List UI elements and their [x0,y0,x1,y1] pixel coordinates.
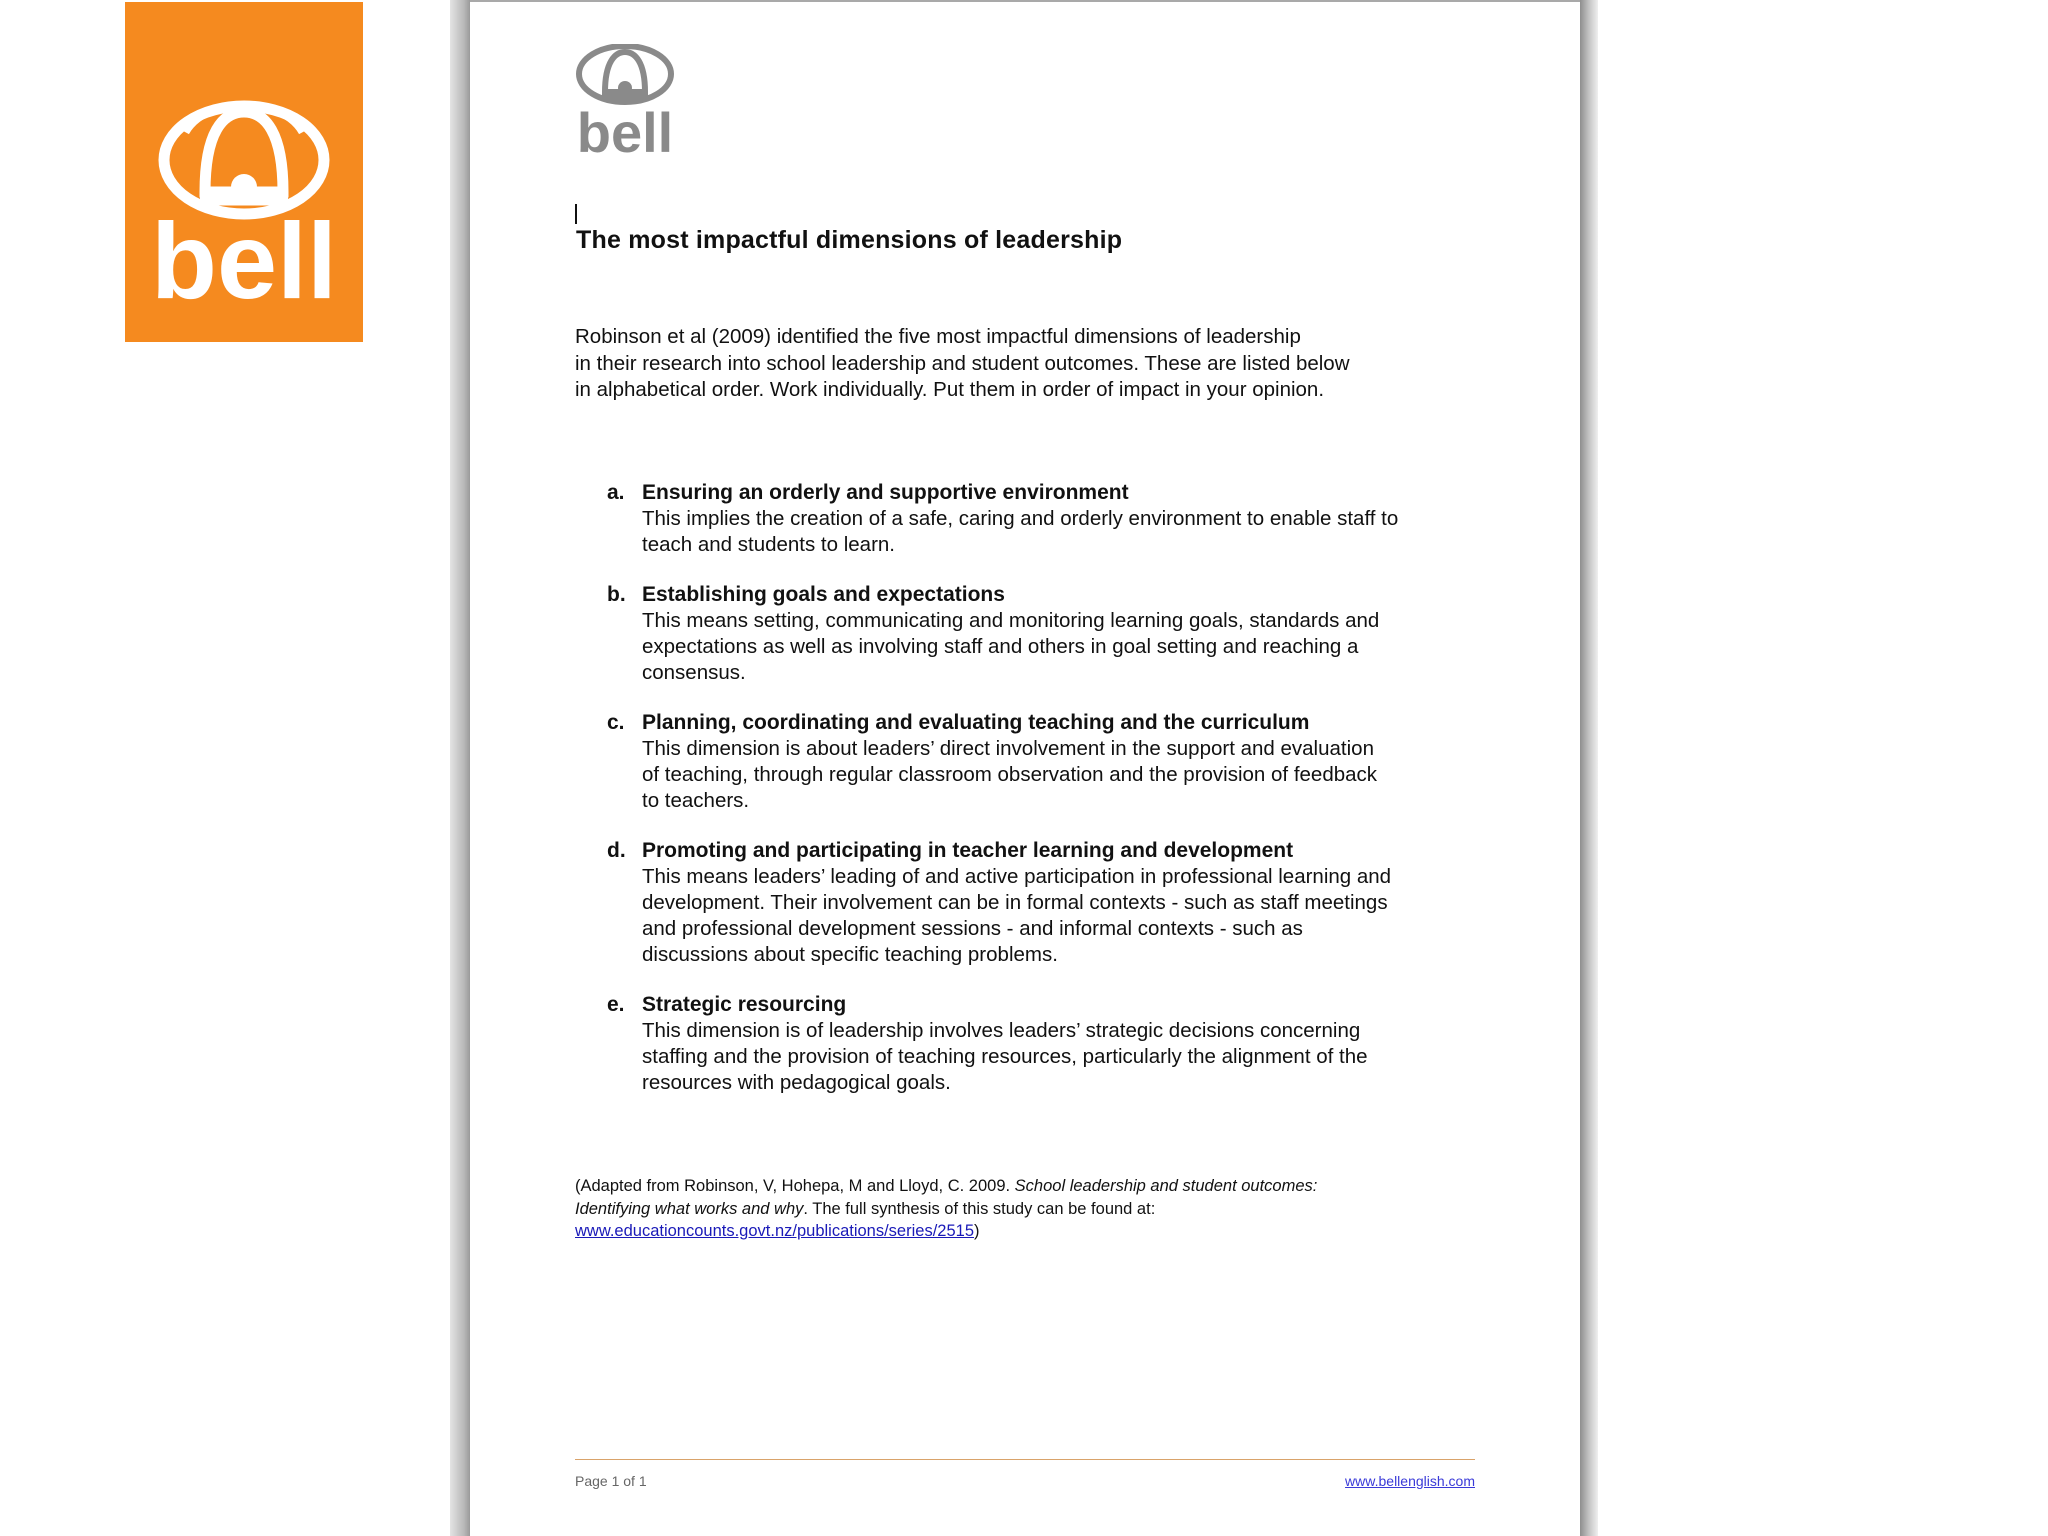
item-body [642,506,1487,558]
brand-name: bell [150,200,338,321]
item-heading: Ensuring an orderly and supportive environment [642,481,1129,504]
intro-line: in alphabetical order. Work individually. Put them in order of impact in your opinion. [575,378,1325,401]
page-shadow-left [450,0,470,1536]
document-title: The most impactful dimensions of leadership [576,226,1123,254]
item-heading: Establishing goals and expectations [642,583,1005,606]
item-body-line: resources with pedagogical goals. [642,1071,951,1094]
item-letter: d. [607,839,626,862]
item-body-line: This means setting, communicating and monitoring learning goals, standards and [642,609,1380,632]
item-body [642,736,1487,814]
item-letter: a. [607,481,625,504]
reference-subtitle-italic: Identifying what works and why [575,1199,804,1218]
document-page [470,0,1580,1536]
reference-prefix: (Adapted from Robinson, V, Hohepa, M and Lloyd, C. 2009. [575,1177,1015,1195]
intro-line: in their research into school leadership and student outcomes. These are listed below [575,351,1350,375]
reference-title-italic: School leadership and student outcomes: [1014,1177,1318,1195]
item-body-line: This dimension is of leadership involves leaders’ strategic decisions concerning [642,1019,1361,1042]
item-body-line: expectations as well as involving staff and others in goal setting and reaching a [642,635,1359,658]
item-letter: b. [607,583,626,606]
list-item [607,992,1487,1096]
item-heading: Strategic resourcing [642,993,847,1016]
item-body-line: This implies the creation of a safe, caring and orderly environment to enable staff to [642,507,1399,530]
item-heading: Promoting and participating in teacher learning and development [642,839,1294,862]
item-body [642,608,1487,686]
bell-brand-tile [125,2,363,342]
page-number: Page 1 of 1 [575,1473,647,1489]
dimensions-list [607,480,1487,1120]
reference-line-2 [575,1198,1475,1221]
item-body-line: This means leaders’ leading of and active participation in professional learning and [642,865,1392,888]
list-item [607,582,1487,686]
item-body-line: development. Their involvement can be in formal contexts - such as staff meetings [642,891,1388,914]
item-body-line: consensus. [642,661,746,684]
footer-website-link[interactable]: www.bellenglish.com [1345,1473,1475,1489]
reference-link[interactable]: www.educationcounts.govt.nz/publications/series/2515 [575,1222,974,1240]
page-shadow-right [1580,0,1598,1536]
item-body-line: teach and students to learn. [642,533,896,556]
footer-divider [575,1459,1475,1460]
item-body-line: staffing and the provision of teaching resources, particularly the alignment of the [642,1045,1368,1068]
reference-suffix: . The full synthesis of this study can be found at: [803,1199,1156,1218]
item-body-line: discussions about specific teaching problems. [642,943,1058,966]
bell-logo-icon [125,2,363,342]
item-body-line: of teaching, through regular classroom observation and the provision of feedback [642,763,1378,786]
reference-line-3 [575,1220,1475,1243]
item-letter: c. [607,711,625,734]
item-body-line: This dimension is about leaders’ direct involvement in the support and evaluation [642,737,1374,760]
list-item [607,480,1487,558]
reference-closing: ) [974,1222,980,1240]
item-body-line: to teachers. [642,789,750,812]
reference-citation [575,1175,1475,1243]
item-heading: Planning, coordinating and evaluating teaching and the curriculum [642,711,1310,734]
item-body [642,1018,1487,1096]
list-item [607,838,1487,968]
item-letter: e. [607,993,625,1016]
intro-paragraph [575,324,1475,404]
item-body [642,864,1487,968]
intro-line: Robinson et al (2009) identified the five most impactful dimensions of leadership [575,325,1301,348]
document-logo [575,44,675,159]
bell-logo-icon [575,44,675,159]
text-cursor [575,204,577,224]
document-logo-text: bell [576,101,674,159]
item-body-line: and professional development sessions - and informal contexts - such as [642,917,1303,940]
list-item [607,710,1487,814]
reference-line-1 [575,1175,1475,1198]
